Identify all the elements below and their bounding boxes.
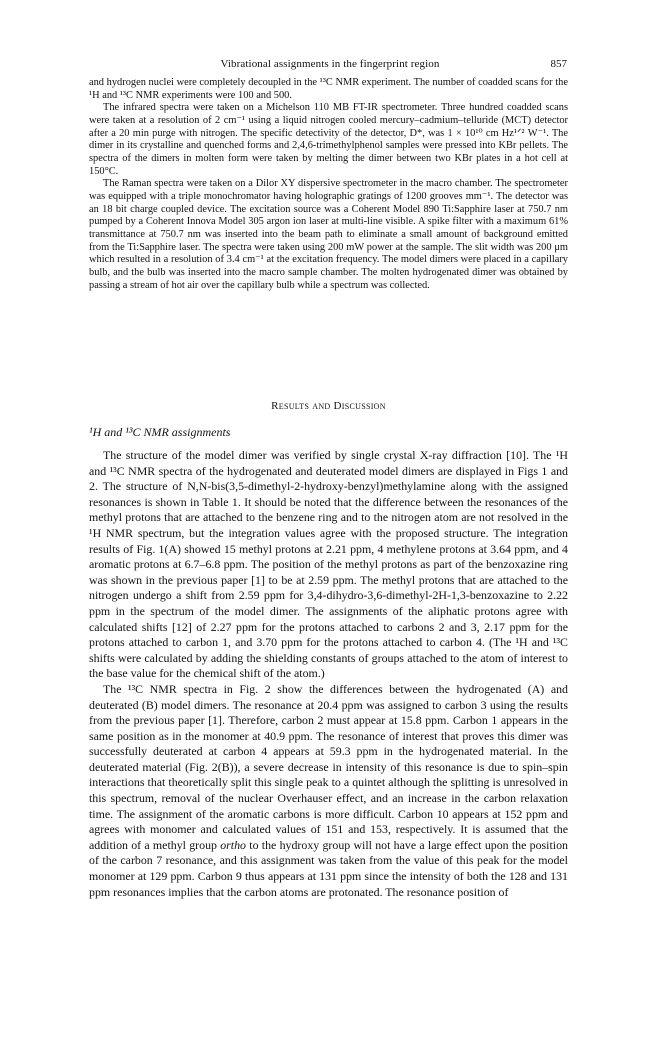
results-text xyxy=(89,448,568,900)
running-title: Vibrational assignments in the fingerprint region xyxy=(220,58,440,70)
body-text: The ¹³C NMR spectra in Fig. 2 show the differences between the hydrogenated (A) and deuterated (B) model dimers. The resonance at 20.4 ppm was assigned to carbon 3 using the results from the previous paper [1]. Therefore, carbon 2 must appear at 15.8 ppm. Carbon 1 appears in the same position as in the monomer at 40.9 ppm. The resonance of interest that proves this dimer was successfully deuterated at carbon 4 appears at 59.3 ppm in the hydrogenated material. In the deuterated material (Fig. 2(B)), a severe decrease in intensity of this resonance is due to spin–spin interactions that theoretically split this single peak to a quintet although the splitting is unresolved in this spectrum, removal of the nuclear Overhauser effect, and an increase in the carbon relaxation time. The assignment of the aromatic carbons is more difficult. Carbon 10 appears at 152 ppm and agrees with monomer and calculated values of 151 and 153, respectively. It is assumed that the addition of a methyl group xyxy=(89,681,568,852)
experimental-paragraph: The Raman spectra were taken on a Dilor XY dispersive spectrometer in the macro chamber. The spectrometer was equipped with a triple monochromator having holographic gratings of 1200 grooves mm⁻¹. The detector was an 18 bit charge coupled device. The excitation source was a Coherent Model 890 Ti:Sapphire laser at 750.7 nm pumped by a Coherent Innova Model 305 argon ion laser at multi-line visible. A spike filter with a maximum 61% transmittance at 750.7 nm was inserted into the beam path to eliminate a small amount of background emitted from the Ti:Sapphire laser. The spectra were taken using 200 mW power at the sample. The slit width was 200 μm which resulted in a resolution of 3.4 cm⁻¹ at the excitation frequency. The model dimers were placed in a capillary bulb, and the bulb was inserted into the macro sample chamber. The molten hydrogenated dimer was obtained by passing a stream of hot air over the capillary bulb while a spectrum was collected. xyxy=(89,178,568,291)
body-paragraph xyxy=(89,682,568,900)
experimental-text xyxy=(89,77,568,292)
page-number: 857 xyxy=(550,58,567,70)
body-paragraph: The structure of the model dimer was verified by single crystal X-ray diffraction [10]. The ¹H and ¹³C NMR spectra of the hydrogenated and deuterated model dimers are displayed in Figs 1 and 2. The structure of N,N-bis(3,5-dimethyl-2-hydroxy-benzyl)methylamine along with the assigned resonances is shown in Table 1. It should be noted that the difference between the resonances of the methyl protons that are attached to the benzene ring and to the nitrogen atom are not resolved in the ¹H NMR spectrum, but the integration values agree with the proposed structure. The integration results of Fig. 1(A) showed 15 methyl protons at 2.21 ppm, 4 methylene protons at 3.64 ppm, and 4 aromatic protons at 6.7–6.8 ppm. The position of the methyl protons as part of the benzoxazine ring was shown in the previous paper [1] to be at 2.59 ppm. The methyl protons that are attached to the nitrogen undergo a shift from 2.59 ppm for 3,4-dihydro-3,6-dimethyl-2H-1,3-benzoxazine to 2.22 ppm in the spectrum of the model dimer. The assignments of the aliphatic protons agree with calculated shifts [12] of 2.27 ppm for the protons attached to carbons 2 and 3, 2.17 ppm for the protons attached to carbon 1, and 3.70 ppm for the protons attached to carbon 4. (The ¹H and ¹³C shifts were calculated by adding the shielding constants of groups attached to the atom of interest to the base value for the chemical shift of the atom.) xyxy=(89,448,568,681)
experimental-paragraph: and hydrogen nuclei were completely decoupled in the ¹³C NMR experiment. The number of coadded scans for the ¹H and ¹³C NMR experiments were 100 and 500. xyxy=(89,77,568,101)
body-text: to the hydroxy group will not have a large effect upon the position of the carbon 7 resonance, and this assignment was taken from the value of this peak for the model monomer at 129 ppm. Carbon 9 thus appears at 131 ppm since the intensity of both the 128 and 131 ppm resonances implies that the carbon atoms are protonated. The resonance position of xyxy=(89,837,568,899)
experimental-paragraph: The infrared spectra were taken on a Michelson 110 MB FT-IR spectrometer. Three hundred coadded scans were taken at a resolution of 2 cm⁻¹ using a liquid nitrogen cooled mercury–cadmium–telluride (MCT) detector after a 20 min purge with nitrogen. The specific detectivity of the detector, D*, was 1 × 10¹⁰ cm Hz¹ᐟ² W⁻¹. The dimer in its crystalline and quenched forms and 2,4,6-trimethylphenol samples were pressed into KBr pellets. The spectra of the dimers in molten form were taken by melting the dimer between two KBr plates in a hot cell at 150°C. xyxy=(89,102,568,177)
subsection-heading: ¹H and ¹³C NMR assignments xyxy=(89,425,231,439)
section-heading: Results and Discussion xyxy=(271,400,386,412)
italic-term: ortho xyxy=(220,837,247,852)
